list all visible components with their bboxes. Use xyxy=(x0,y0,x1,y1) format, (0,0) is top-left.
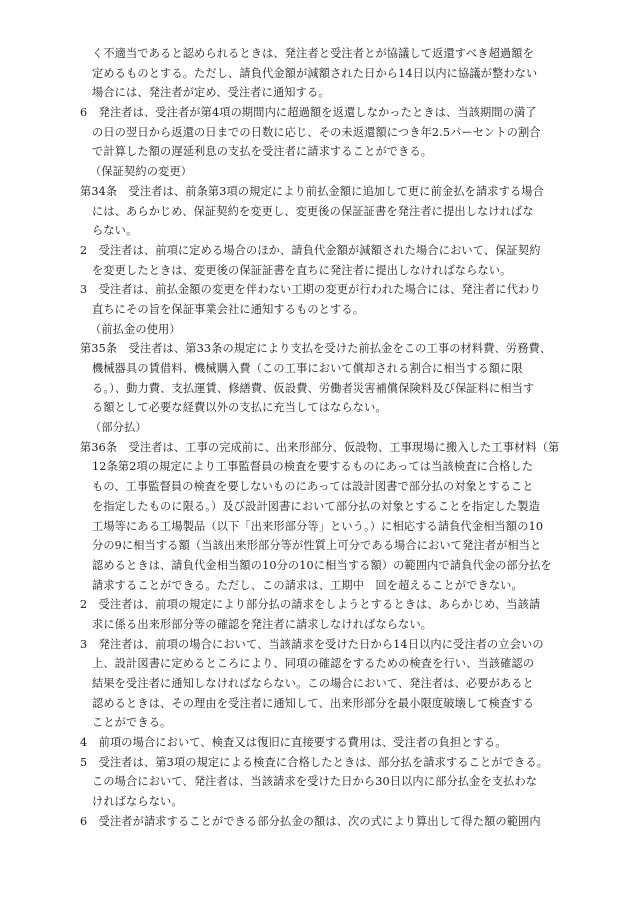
document-page xyxy=(80,44,560,832)
text-line: ければならない。 xyxy=(92,795,183,809)
text-line: ことができる。 xyxy=(92,716,172,730)
text-line: を変更したときは、変更後の保証証書を直ちに発注者に提出しなければならない。 xyxy=(92,263,512,277)
text-line: らない。 xyxy=(92,224,138,238)
text-line: 6 受注者が請求することができる部分払金の額は、次の式により算出して得た額の範囲内 xyxy=(80,814,541,828)
text-line: 請求することができる。ただし、この請求は、工期中 回を超えることができない。 xyxy=(92,578,523,592)
text-line: 5 受注者は、第3項の規定による検査に合格したときは、部分払を請求することができる。 xyxy=(80,755,549,769)
text-line: 3 受注者は、前払金額の変更を伴わない工期の変更が行われた場合には、発注者に代わり xyxy=(80,283,541,297)
text-line: 結果を受注者に通知しなければならない。この場合において、発注者は、必要があると xyxy=(92,677,534,690)
text-line: 2 受注者は、前項に定める場合のほか、請負代金額が減額された場合において、保証契約 xyxy=(80,243,541,257)
text-line: この場合において、発注者は、当該請求を受けた日から30日以内に部分払金を支払わな xyxy=(92,775,538,789)
text-line: 認めるときは、その理由を受注者に通知して、出来形部分を最小限度破壊して検査する xyxy=(92,696,534,710)
text-line: 定めるものとする。ただし、請負代金額が減額された日から14日以内に協議が整わない xyxy=(92,66,538,80)
text-line: （前払金の使用） xyxy=(90,322,181,336)
text-line: 2 受注者は、前項の規定により部分払の請求をしようとするときは、あらかじめ、当該請 xyxy=(80,598,541,612)
text-line: （保証契約の変更） xyxy=(90,165,193,179)
text-line: には、あらかじめ、保証契約を変更し、変更後の保証証書を発注者に提出しなければな xyxy=(92,204,534,218)
text-line: 6 発注者は、受注者が第4項の期間内に超過額を返還しなかったときは、当該期間の満了 xyxy=(80,106,537,120)
text-line: の日の翌日から返還の日までの日数に応じ、その未返還額につき年2.5パーセントの割合 xyxy=(92,125,541,139)
text-line: 12条第2項の規定により工事監督員の検査を要するものにあっては当該検査に合格した xyxy=(92,460,534,474)
text-line: る額として必要な経費以外の支払に充当してはならない。 xyxy=(92,401,387,415)
text-line: 工場等にある工場製品（以下「出来形部分等」という。）に相応する請負代金相当額の10 xyxy=(92,519,544,533)
text-line: る。）、動力費、支払運賃、修繕費、仮設費、労働者災害補償保険料及び保証料に相当す xyxy=(92,381,535,395)
text-line: 認めるときは、請負代金相当額の10分の10に相当する額）の範囲内で請負代金の部分払を xyxy=(92,558,552,572)
text-line: 場合には、発注者が定め、受注者に通知する。 xyxy=(92,86,330,100)
text-line: 求に係る出来形部分等の確認を発注者に請求しなければならない。 xyxy=(92,617,433,631)
text-line: 機械器具の賃借料、機械購入費（この工事において償却される割合に相当する額に限 xyxy=(92,362,523,375)
text-line: もの、工事監督員の検査を要しないものにあっては設計図書で部分払の対象とすること xyxy=(92,480,534,494)
text-line: 上、設計図書に定めるところにより、同項の確認をするための検査を行い、当該確認の xyxy=(92,657,535,671)
text-line: 3 発注者は、前項の場合において、当該請求を受けた日から14日以内に受注者の立会いの xyxy=(80,637,544,651)
text-line: 第34条 受注者は、前条第3項の規定により前払金額に追加して更に前金払を請求する場合 xyxy=(80,184,544,198)
text-line: 4 前項の場合において、検査又は復旧に直接要する費用は、受注者の負担とする。 xyxy=(80,736,507,750)
text-line: 第36条 受注者は、工事の完成前に、出来形部分、仮設物、工事現場に搬入した工事材料（第 xyxy=(80,440,560,454)
text-line: を指定したものに限る。）及び設計図書において部分払の対象とすることを指定した製造 xyxy=(92,499,540,513)
text-line: で計算した額の遅延利息の支払を受注者に請求することができる。 xyxy=(92,145,433,159)
text-line: （部分払） xyxy=(90,421,147,435)
text-line: く不適当であると認められるときは、発注者と受注者とが協議して返還すべき超過額を xyxy=(92,47,534,60)
text-line: 直ちにその旨を保証事業会社に通知するものとする。 xyxy=(92,302,365,316)
text-line: 第35条 受注者は、第33条の規定により支払を受けた前払金をこの工事の材料費、労務費、 xyxy=(80,342,552,356)
text-line: 分の9に相当する額（当該出来形部分等が性質上可分である場合において発注者が相当と xyxy=(92,539,542,553)
